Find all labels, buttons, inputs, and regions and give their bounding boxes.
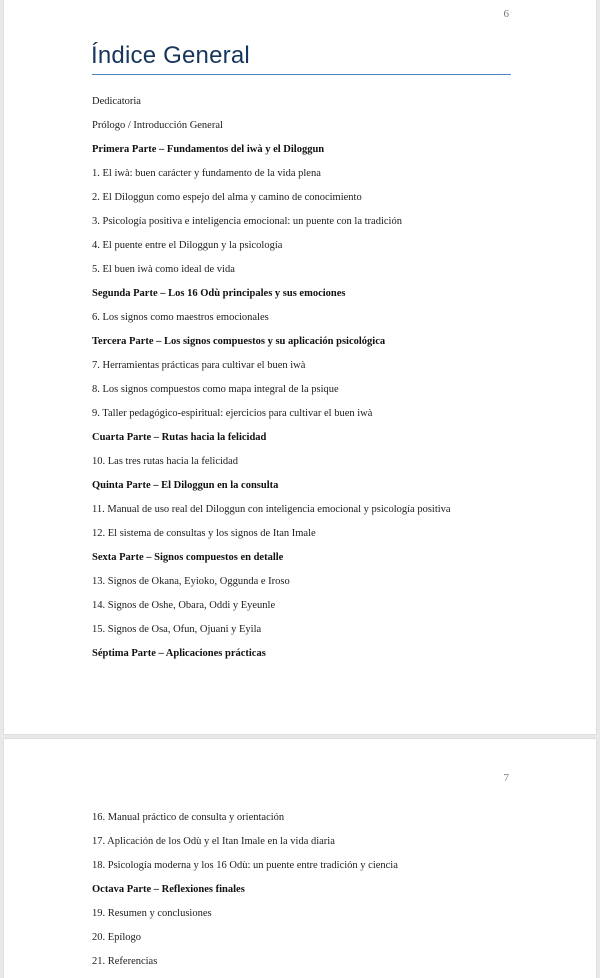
toc-entry: 14. Signos de Oshe, Obara, Oddi y Eyeunle: [92, 600, 276, 611]
toc-entry: 12. El sistema de consultas y los signos de Itan Imale: [92, 528, 316, 539]
toc-part-heading: Séptima Parte – Aplicaciones prácticas: [92, 648, 266, 659]
toc-entry: 19. Resumen y conclusiones: [92, 908, 212, 919]
toc-entry: 8. Los signos compuestos como mapa integral de la psique: [92, 384, 339, 395]
toc-part-heading: Octava Parte – Reflexiones finales: [92, 884, 245, 895]
toc-part-heading: Segunda Parte – Los 16 Odù principales y sus emociones: [92, 288, 346, 299]
toc-list: [92, 806, 398, 974]
toc-part-heading: Sexta Parte – Signos compuestos en detalle: [92, 552, 284, 563]
toc-entry: 9. Taller pedagógico-espiritual: ejercicios para cultivar el buen iwà: [92, 408, 373, 419]
toc-entry: 18. Psicología moderna y los 16 Odù: un puente entre tradición y ciencia: [92, 860, 398, 871]
toc-entry: 20. Epílogo: [92, 932, 141, 943]
toc-entry: 11. Manual de uso real del Diloggun con inteligencia emocional y psicología positiva: [92, 504, 451, 515]
toc-entry: 13. Signos de Okana, Eyioko, Oggunda e Iroso: [92, 576, 290, 587]
toc-entry: 3. Psicología positiva e inteligencia emocional: un puente con la tradición: [92, 216, 402, 227]
title-rule: [92, 74, 511, 75]
toc-entry: 4. El puente entre el Diloggun y la psicología: [92, 240, 283, 251]
toc-entry: 1. El iwà: buen carácter y fundamento de la vida plena: [92, 168, 321, 179]
toc-entry: 2. El Diloggun como espejo del alma y camino de conocimiento: [92, 192, 362, 203]
toc-part-heading: Quinta Parte – El Diloggun en la consulta: [92, 480, 279, 491]
toc-entry: 16. Manual práctico de consulta y orientación: [92, 812, 285, 823]
toc-part-heading: Tercera Parte – Los signos compuestos y su aplicación psicológica: [92, 336, 386, 347]
toc-entry: 17. Aplicación de los Odù y el Itan Imale en la vida diaria: [92, 836, 335, 847]
page-6: [4, 0, 596, 734]
toc-entry: 5. El buen iwà como ideal de vida: [92, 264, 235, 275]
toc-entry: 10. Las tres rutas hacia la felicidad: [92, 456, 239, 467]
toc-entry: Prólogo / Introducción General: [92, 120, 223, 131]
toc-part-heading: Primera Parte – Fundamentos del iwà y el Diloggun: [92, 144, 325, 155]
page-number: 6: [503, 8, 509, 20]
toc-entry: 15. Signos de Osa, Ofun, Ojuani y Eyila: [92, 624, 262, 635]
toc-entry: 21. Referencias: [92, 956, 158, 967]
page-7: [4, 739, 596, 978]
toc-list: [92, 90, 451, 666]
toc-entry: 7. Herramientas prácticas para cultivar el buen iwà: [92, 360, 306, 371]
toc-entry: Dedicatoria: [92, 96, 141, 107]
page-number: 7: [503, 772, 509, 784]
toc-part-heading: Cuarta Parte – Rutas hacia la felicidad: [92, 432, 267, 443]
toc-entry: 6. Los signos como maestros emocionales: [92, 312, 269, 323]
toc-title: Índice General: [91, 42, 250, 69]
